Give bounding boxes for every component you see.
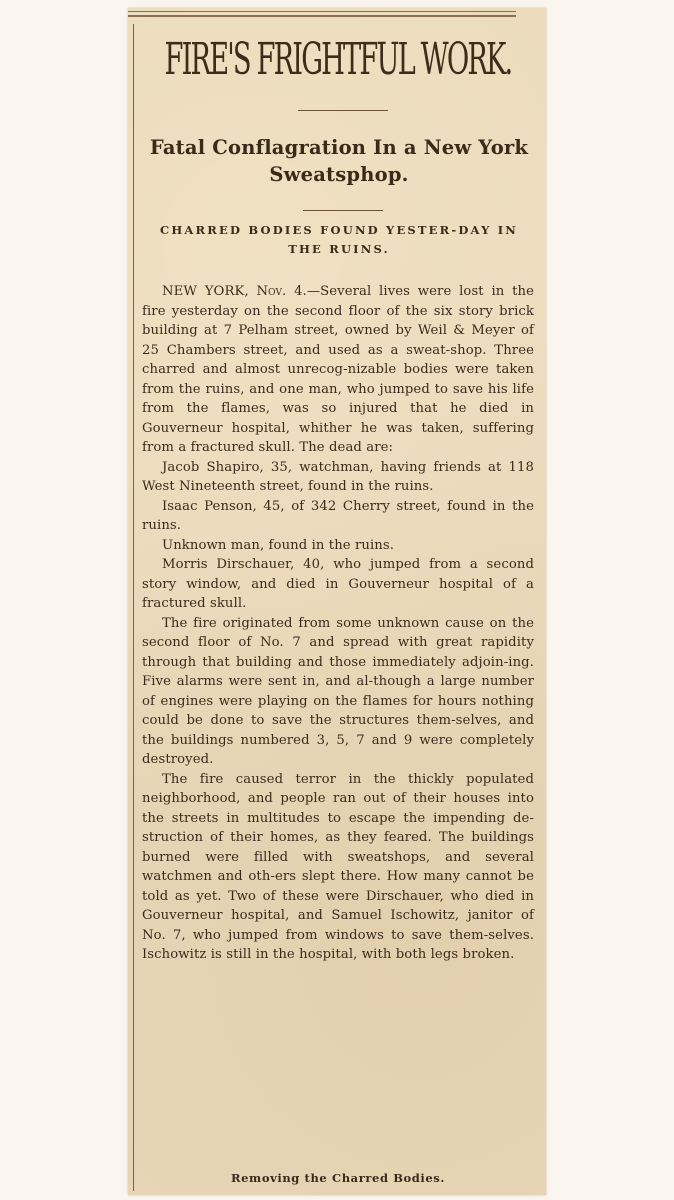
dateline: NEW YORK, Nov. 4. — [162, 284, 307, 299]
column-rule — [133, 24, 134, 1191]
divider-rule — [303, 210, 383, 211]
top-rule-double — [128, 15, 516, 17]
paragraph: Isaac Penson, 45, of 342 Cherry street, found in the ruins. — [142, 498, 534, 533]
paragraph-lead — [142, 282, 534, 458]
paragraph-text: —Several lives were lost in the fire yesterday on the second floor of the six story brick building at 7 Pelham street, owned by Weil & Meyer of 25 Chambers street, and used as a sweat-shop. Three charred and almost unrecog-nizable bodies were taken from the ruins, and one man, who jumped to save his life from the flames, was so injured that he died in Gouverneur hospital, whither he was taken, suffering from a fractured skull. The dead are: — [142, 284, 534, 455]
section-heading: Removing the Charred Bodies. — [230, 1171, 445, 1185]
subheadline: Fatal Conflagration In a New York Sweatsphop. — [149, 136, 529, 186]
headline: FIRE'S FRIGHTFUL WORK. — [164, 34, 512, 85]
paragraph: Morris Dirschauer, 40, who jumped from a second story window, and died in Gouverneur hospital of a fractured skull. — [142, 557, 534, 611]
top-rule — [128, 11, 516, 12]
article-body — [142, 282, 534, 965]
deck-headline: CHARRED BODIES FOUND YESTER-DAY IN THE RUINS. — [159, 223, 519, 256]
paragraph: Unknown man, found in the ruins. — [162, 537, 395, 553]
newspaper-clipping — [128, 8, 546, 1195]
divider-rule — [298, 110, 388, 111]
paragraph: The fire originated from some unknown cause on the second floor of No. 7 and spread with great rapidity through that building and those immediately adjoin-ing. Five alarms were sent in, and al-though a large number of engines were playing on the flames for hours nothing could be done to save the structures them-selves, and the buildings numbered 3, 5, 7 and 9 were completely destroyed. — [142, 615, 534, 767]
paragraph: Jacob Shapiro, 35, watchman, having friends at 118 West Nineteenth street, found in the ruins. — [142, 459, 534, 494]
paragraph: The fire caused terror in the thickly populated neighborhood, and people ran out of their houses into the streets in multitudes to escape the impending de-struction of their homes, as they feared. The buildings burned were filled with sweatshops, and several watchmen and oth-ers slept there. How many cannot be told as yet. Two of these were Dirschauer, who died in Gouverneur hospital, and Samuel Ischowitz, janitor of No. 7, who jumped from windows to save them-selves. Ischowitz is still in the hospital, with both legs broken. — [142, 771, 534, 962]
